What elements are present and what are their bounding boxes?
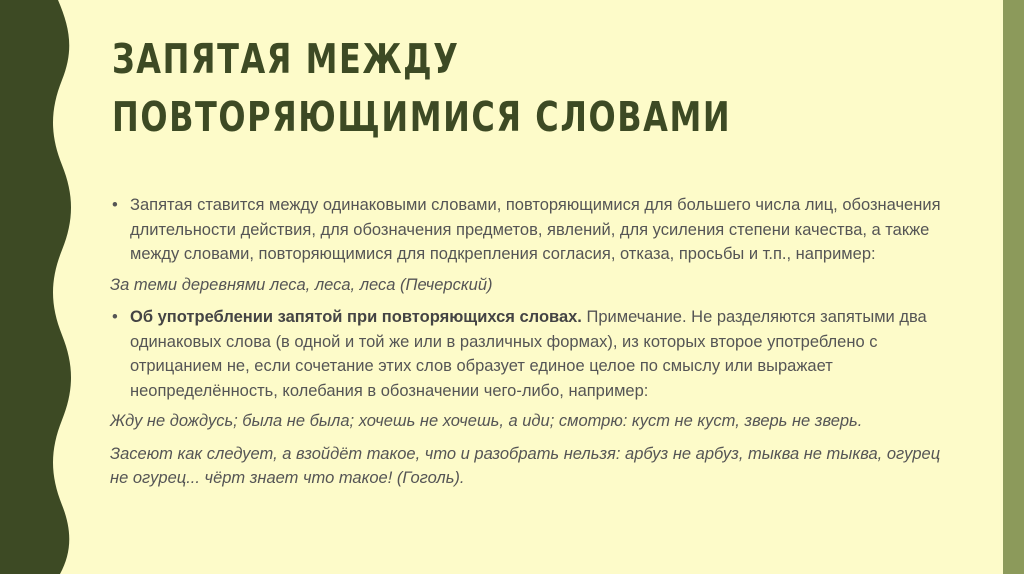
slide-title: [112, 30, 783, 146]
wavy-left-band: [0, 0, 80, 574]
bullet-2-text: Примечание. Не разделяются запятыми два одинаковых слова (в одной и той же или в различных формах), из которых второе употреблено с отрицанием не, если сочетание этих слов образует единое целое по смыслу или выражает неопределённость, колебания в обозначении чего-либо, например:: [130, 308, 927, 400]
bullet-dot-icon: •: [112, 196, 118, 214]
bullet-item-2: [110, 305, 955, 403]
title-line-2: ПОВТОРЯЮЩИМИСЯ СЛОВАМИ: [112, 93, 732, 141]
bullet-1-text: Запятая ставится между одинаковыми словами, повторяющимися для большего числа лиц, обозначения длительности действия, для обозначения предметов, явлений, для усиления степени качества, а также между словами, повторяющимися для подкрепления согласия, отказа, просьбы и т.п., например:: [130, 196, 941, 263]
right-accent-band: [1003, 0, 1024, 574]
bullet-dot-icon: •: [112, 308, 118, 326]
title-line-1: ЗАПЯТАЯ МЕЖДУ: [112, 35, 460, 83]
bullet-2-bold-heading: Об употреблении запятой при повторяющихся словах.: [130, 308, 582, 326]
example-3: Засеют как следует, а взойдёт такое, что и разобрать нельзя: арбуз не арбуз, тыква не тыква, огурец не огурец... чёрт знает что такое! (Гоголь).: [110, 444, 941, 487]
slide-content: [110, 193, 955, 499]
example-1: За теми деревнями леса, леса, леса (Печерский): [110, 275, 493, 294]
bullet-item-1: [110, 193, 955, 267]
example-2: Жду не дождусь; была не была; хочешь не хочешь, а иди; смотрю: куст не куст, зверь не зверь.: [110, 412, 863, 430]
